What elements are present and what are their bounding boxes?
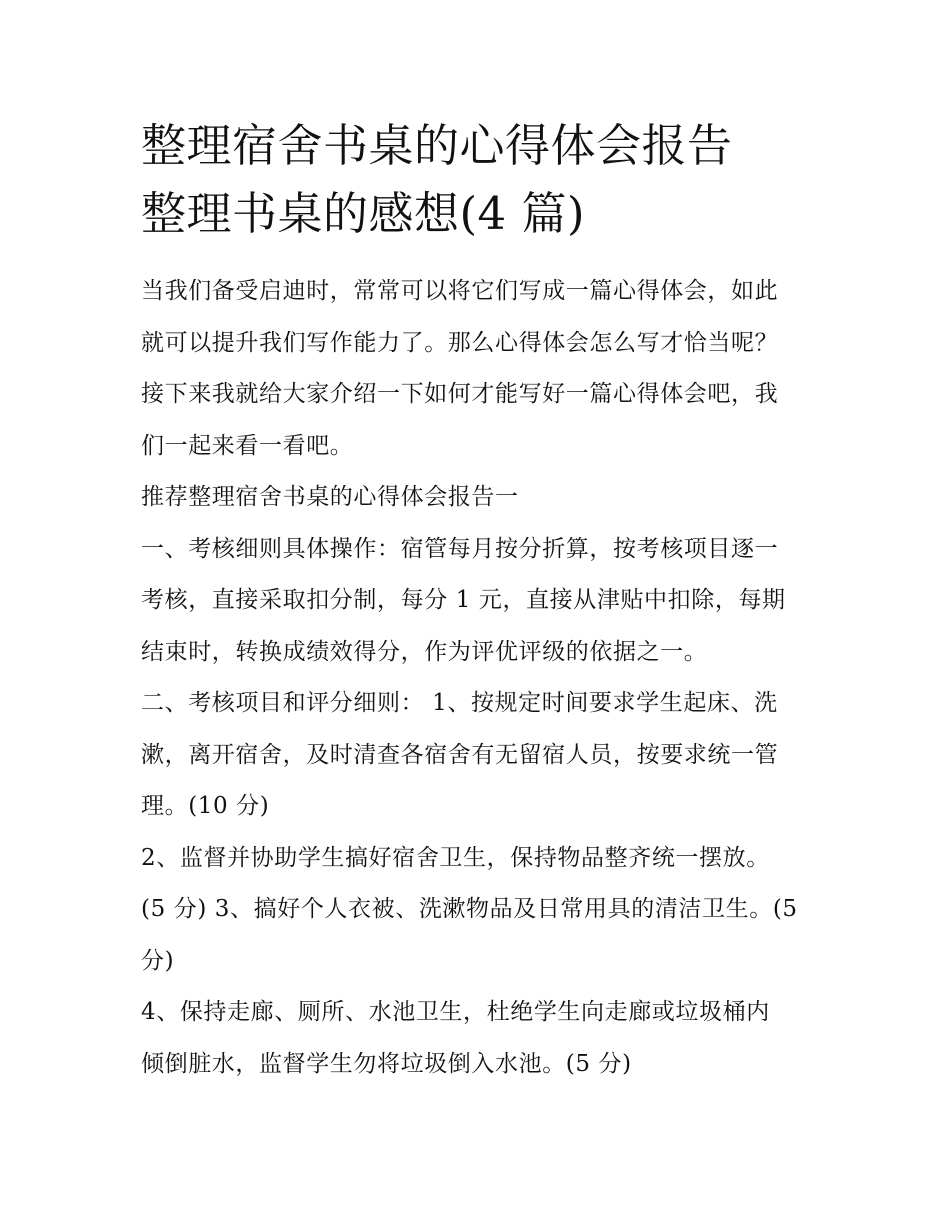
body-line: (5 分) 3、搞好个人衣被、洗漱物品及日常用具的清洁卫生。(5 — [141, 896, 798, 922]
body-line: 一、考核细则具体操作：宿管每月按分折算，按考核项目逐一 — [141, 535, 779, 562]
body-line: 考核，直接采取扣分制，每分 1 元，直接从津贴中扣除，每期 — [141, 587, 786, 613]
body-line: 就可以提升我们写作能力了。那么心得体会怎么写才恰当呢？ — [141, 329, 779, 356]
body-line: 当我们备受启迪时，常常可以将它们写成一篇心得体会，如此 — [141, 278, 779, 304]
document-body — [141, 266, 821, 1090]
body-line: 们一起来看一看吧。 — [141, 432, 354, 459]
body-line: 漱，离开宿舍，及时清查各宿舍有无留宿人员，按要求统一管 — [141, 741, 779, 768]
section-heading: 推荐整理宿舍书桌的心得体会报告一 — [141, 484, 519, 510]
body-line: 理。(10 分) — [141, 793, 270, 819]
title-line: 整理宿舍书桌的心得体会报告 — [141, 119, 733, 172]
document-title — [141, 112, 821, 248]
body-line: 倾倒脏水，监督学生勿将垃圾倒入水池。(5 分) — [141, 1050, 632, 1077]
body-line: 4、保持走廊、厕所、水池卫生，杜绝学生向走廊或垃圾桶内 — [141, 999, 770, 1025]
body-line: 2、监督并协助学生搞好宿舍卫生，保持物品整齐统一摆放。 — [141, 844, 770, 871]
document-content — [141, 112, 821, 1090]
body-line: 结束时，转换成绩效得分，作为评优评级的依据之一。 — [141, 638, 708, 665]
title-line: 整理书桌的感想(4 篇) — [141, 187, 586, 240]
body-line: 接下来我就给大家介绍一下如何才能写好一篇心得体会吧，我 — [141, 381, 779, 407]
body-line: 二、考核项目和评分细则： 1、按规定时间要求学生起床、洗 — [141, 690, 778, 716]
body-line: 分) — [141, 947, 175, 974]
